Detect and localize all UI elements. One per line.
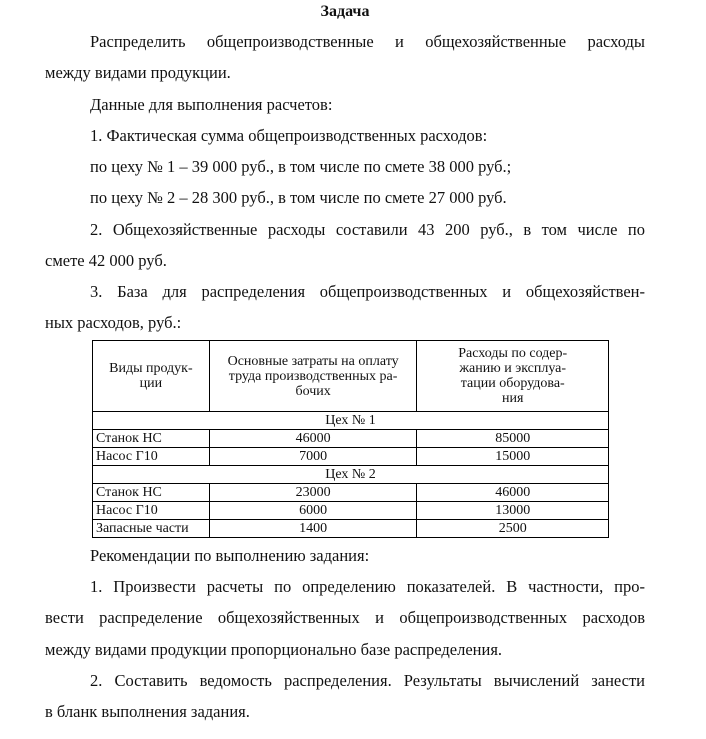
cell-equipment: 46000 [417, 484, 609, 502]
intro-line-1: Распределить общепроизводственные и общехозяйственные расходы [90, 32, 645, 51]
recommendations-heading: Рекомендации по выполнению задания: [90, 546, 370, 565]
cell-labor: 23000 [209, 484, 417, 502]
section-workshop-2: Цех № 2 [93, 466, 609, 484]
cell-equipment: 2500 [417, 520, 609, 538]
item-2-line-2: смете 42 000 руб. [45, 251, 167, 270]
intro-line-2: между видами продукции. [45, 63, 231, 82]
item-2-line-1: 2. Общехозяйственные расходы составили 43 200 руб., в том числе по [90, 220, 645, 239]
item-1: 1. Фактическая сумма общепроизводственных расходов: [90, 126, 488, 145]
rec-1-line-1: 1. Произвести расчеты по определению показателей. В частности, про- [90, 577, 645, 596]
header-product-type: Виды продук- ции [93, 341, 210, 412]
table-header-row [93, 341, 609, 412]
table-section-row [93, 412, 609, 430]
rec-2-line-2: в бланк выполнения задания. [45, 702, 250, 721]
table-row [93, 520, 609, 538]
cell-product: Насос Г10 [93, 448, 210, 466]
cell-product: Запасные части [93, 520, 210, 538]
rec-1-line-2: вести распределение общехозяйственных и общепроизводственных расходов [45, 608, 645, 627]
cell-equipment: 13000 [417, 502, 609, 520]
table-row [93, 430, 609, 448]
cell-equipment: 85000 [417, 430, 609, 448]
data-heading: Данные для выполнения расчетов: [90, 95, 333, 114]
cell-labor: 46000 [209, 430, 417, 448]
table-row [93, 484, 609, 502]
table-row [93, 502, 609, 520]
item-3-line-1: 3. База для распределения общепроизводственных и общехозяйствен- [90, 282, 645, 301]
page-title: Задача [320, 3, 370, 20]
header-equipment-costs: Расходы по содер- жанию и эксплуа- тации оборудова- ния [417, 341, 609, 412]
cell-product: Станок НС [93, 484, 210, 502]
table-section-row [93, 466, 609, 484]
item-3-line-2: ных расходов, руб.: [45, 313, 182, 332]
section-workshop-1: Цех № 1 [93, 412, 609, 430]
cell-labor: 7000 [209, 448, 417, 466]
item-1-b: по цеху № 2 – 28 300 руб., в том числе по смете 27 000 руб. [90, 188, 507, 207]
table-row [93, 448, 609, 466]
cell-product: Станок НС [93, 430, 210, 448]
header-labor-costs: Основные затраты на оплату труда производственных ра- бочих [209, 341, 417, 412]
rec-1-line-3: между видами продукции пропорционально базе распределения. [45, 640, 503, 659]
cell-product: Насос Г10 [93, 502, 210, 520]
item-1-a: по цеху № 1 – 39 000 руб., в том числе по смете 38 000 руб.; [90, 157, 512, 176]
rec-2-line-1: 2. Составить ведомость распределения. Результаты вычислений занести [90, 671, 645, 690]
distribution-base-table [92, 340, 609, 538]
cell-equipment: 15000 [417, 448, 609, 466]
cell-labor: 1400 [209, 520, 417, 538]
cell-labor: 6000 [209, 502, 417, 520]
